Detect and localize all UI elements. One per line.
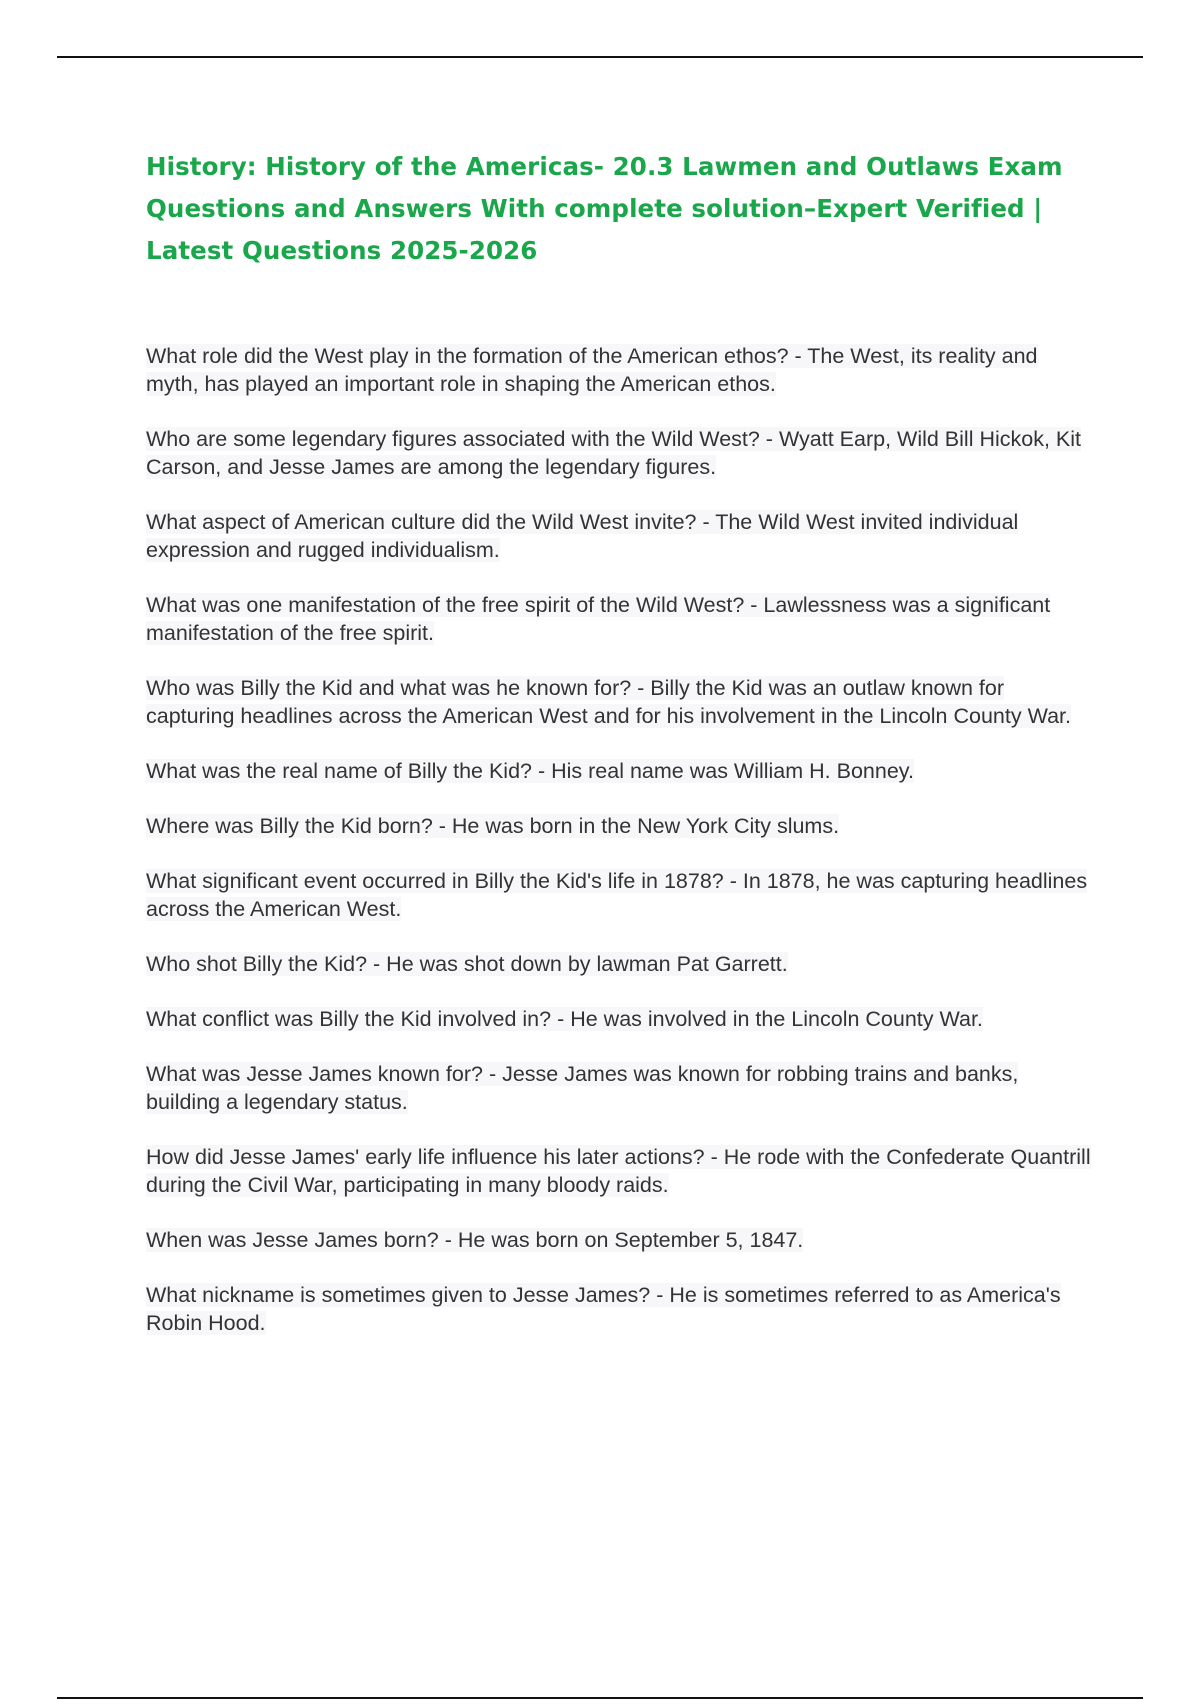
qa-text: When was Jesse James born? - He was born on September 5, 1847.	[146, 1228, 804, 1252]
qa-item	[146, 812, 1096, 840]
qa-item	[146, 757, 1096, 785]
qa-item	[146, 591, 1096, 647]
qa-item	[146, 1005, 1096, 1033]
qa-text: Who was Billy the Kid and what was he known for? - Billy the Kid was an outlaw known for capturing headlines across the American West and for his involvement in the Lincoln County War.	[146, 676, 1071, 728]
qa-item	[146, 425, 1096, 481]
qa-item	[146, 1060, 1096, 1116]
qa-text: How did Jesse James' early life influence his later actions? - He rode with the Confederate Quantrill during the Civil War, participating in many bloody raids.	[146, 1145, 1091, 1197]
qa-text: What conflict was Billy the Kid involved in? - He was involved in the Lincoln County War.	[146, 1007, 983, 1031]
qa-text: What was the real name of Billy the Kid? - His real name was William H. Bonney.	[146, 759, 914, 783]
qa-text: What role did the West play in the formation of the American ethos? - The West, its reality and myth, has played an important role in shaping the American ethos.	[146, 344, 1038, 396]
qa-item	[146, 1226, 1096, 1254]
qa-list	[146, 342, 1096, 1364]
qa-text: What aspect of American culture did the Wild West invite? - The Wild West invited individual expression and rugged individualism.	[146, 510, 1019, 562]
qa-item	[146, 1281, 1096, 1337]
bottom-rule	[57, 1697, 1143, 1699]
top-rule	[57, 56, 1143, 58]
qa-item	[146, 867, 1096, 923]
qa-item	[146, 1143, 1096, 1199]
qa-item	[146, 950, 1096, 978]
document-title: History: History of the Americas- 20.3 Lawmen and Outlaws Exam Questions and Answers With complete solution–Expert Verified | Latest Questions 2025-2026	[146, 152, 1063, 265]
qa-text: Who are some legendary figures associated with the Wild West? - Wyatt Earp, Wild Bill Hickok, Kit Carson, and Jesse James are among the legendary figures.	[146, 427, 1081, 479]
qa-text: Where was Billy the Kid born? - He was born in the New York City slums.	[146, 814, 840, 838]
qa-item	[146, 508, 1096, 564]
qa-text: Who shot Billy the Kid? - He was shot down by lawman Pat Garrett.	[146, 952, 788, 976]
qa-item	[146, 674, 1096, 730]
qa-text: What significant event occurred in Billy the Kid's life in 1878? - In 1878, he was capturing headlines across the American West.	[146, 869, 1088, 921]
qa-text: What was Jesse James known for? - Jesse James was known for robbing trains and banks, building a legendary status.	[146, 1062, 1019, 1114]
qa-item	[146, 342, 1096, 398]
qa-text: What nickname is sometimes given to Jesse James? - He is sometimes referred to as America's Robin Hood.	[146, 1283, 1061, 1335]
qa-text: What was one manifestation of the free spirit of the Wild West? - Lawlessness was a significant manifestation of the free spirit.	[146, 593, 1051, 645]
